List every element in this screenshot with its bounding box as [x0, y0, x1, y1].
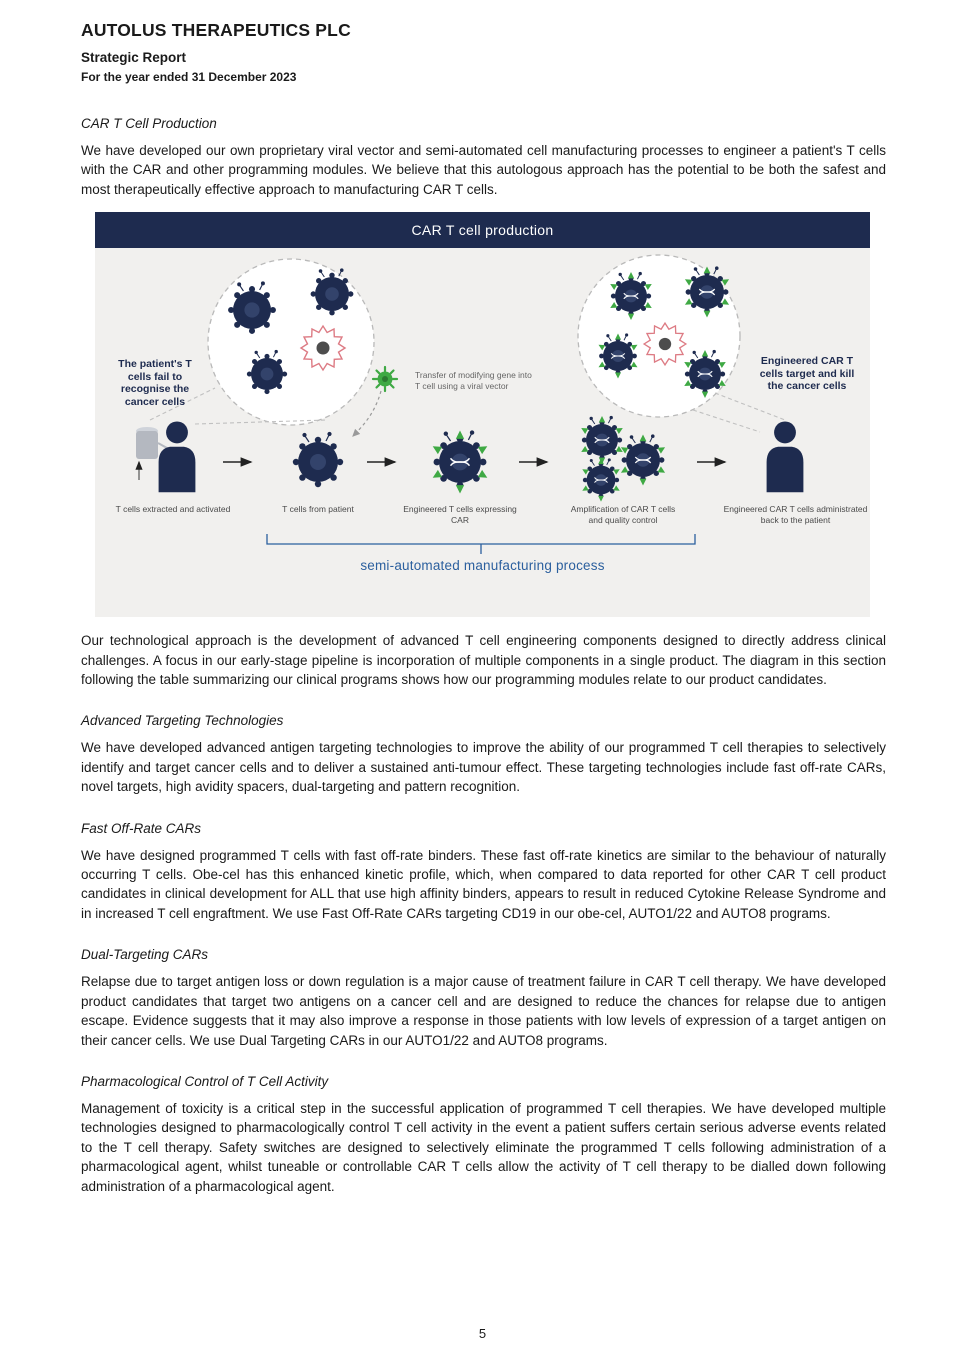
- diagram-title: CAR T cell production: [95, 212, 870, 248]
- paragraph-advanced-targeting: We have developed advanced antigen targeting technologies to improve the ability of our programmed T cell therapies to selectively identify and target cancer cells and to deliver a sustained anti-tumour effect. These targeting technologies include fast off-rate CARs, novel targets, high avidity spacers, dual-targeting and pattern recognition.: [81, 740, 886, 795]
- diagram-step-label-2: T cells from patient: [282, 504, 354, 515]
- report-subtitle: Strategic Report: [81, 50, 187, 65]
- diagram-step-label-5: Engineered CAR T cells administrated back to the patient: [723, 504, 868, 525]
- section-heading-fast-off-rate: Fast Off-Rate CARs: [81, 820, 202, 836]
- paragraph-fast-off-rate: We have designed programmed T cells with fast off-rate binders. These fast off-rate kinetics are similar to the behaviour of naturally occurring T cells. Obe-cel has this enhanced kinetic profile, which, when compared to data reported for other CAR T cell product candidates in clinical development for ALL that use high affinity binders, appears to result in reduced Cytokine Release Syndrome and in increased T cell engraftment. We use Fast Off-Rate CARs targeting CD19 in our obe-cel, AUTO1/22 and AUTO8 programs.: [81, 847, 886, 921]
- company-title: AUTOLUS THERAPEUTICS PLC: [81, 20, 351, 40]
- diagram-right-callout-label: Engineered CAR T cells target and kill the cancer cells: [759, 355, 855, 393]
- section-heading-advanced-targeting: Advanced Targeting Technologies: [81, 713, 284, 729]
- diagram-step-label-4: Amplification of CAR T cells and quality control: [570, 504, 676, 525]
- diagram-step-label-3: Engineered T cells expressing CAR: [403, 504, 517, 525]
- report-period: For the year ended 31 December 2023: [81, 70, 297, 84]
- diagram-process-label: semi-automated manufacturing process: [360, 558, 605, 574]
- amplified-car-t-cells-icons: [580, 416, 667, 502]
- left-callout-circle: [208, 259, 374, 425]
- section-heading-car-t-cell-production: CAR T Cell Production: [81, 116, 217, 131]
- diagram-step-label-1: T cells extracted and activated: [115, 504, 231, 515]
- paragraph-pharmacological-control: Management of toxicity is a critical step in the successful application of programmed T cell therapies. We have developed multiple technologies designed to pharmacologically control T cell activity in the event a patient suffers certain serious adverse events related to the T cell therapy. Safety switches are designed to selectively eliminate the programmed T cells following administration of a pharmacological agent, whilst tuneable or controllable CAR T cells allow the activity of T cell therapy to be dialled down following administration of a pharmacological agent.: [81, 1100, 886, 1194]
- diagram-transfer-note: Transfer of modifying gene into T cell using a viral vector: [415, 370, 532, 391]
- viral-vector-icon: [373, 367, 397, 391]
- treated-patient-person-icon: [767, 422, 804, 493]
- gene-transfer-dashed-arrow: [353, 391, 381, 436]
- diagram-left-callout-label: The patient's T cells fail to recognise the cancer cells: [118, 358, 192, 408]
- section-heading-pharmacological-control: Pharmacological Control of T Cell Activity: [81, 1073, 329, 1089]
- page-number: 5: [478, 1326, 487, 1341]
- paragraph-technological-approach: Our technological approach is the development of advanced T cell engineering components designed to directly address clinical challenges. A focus in our early-stage pipeline is incorporation of multiple components in a single product. The diagram in this section following the table summarizing our clinical programs shows how our programming modules relate to our product candidates.: [81, 633, 886, 688]
- t-cell-from-patient-icon: [293, 433, 343, 488]
- patient-person-icon: [159, 422, 196, 493]
- process-bracket: [267, 534, 695, 554]
- paragraph-intro: We have developed our own proprietary viral vector and semi-automated cell manufacturing processes to engineer a patient's T cells with the CAR and other programming modules. We believe that this autologous approach has the potential to be both the safest and most therapeutically effective approach to manufacturing CAR T cells.: [81, 143, 886, 197]
- section-heading-dual-targeting: Dual-Targeting CARs: [81, 947, 209, 963]
- paragraph-dual-targeting: Relapse due to target antigen loss or down regulation is a major cause of treatment failure in CAR T cell therapy. We have developed product candidates that target two antigens on a cancer cell and are designed to reduce the chances for relapse due to antigen escape. Evidence suggests that it may also improve a response in those patients with low levels of expression of a target antigen on their cancer cells. We use Dual Targeting CARs in our AUTO1/22 and AUTO8 programs.: [81, 974, 886, 1048]
- engineered-t-cell-icon: [431, 431, 490, 494]
- car-t-production-diagram: [95, 212, 870, 617]
- diagram-body: [95, 248, 870, 617]
